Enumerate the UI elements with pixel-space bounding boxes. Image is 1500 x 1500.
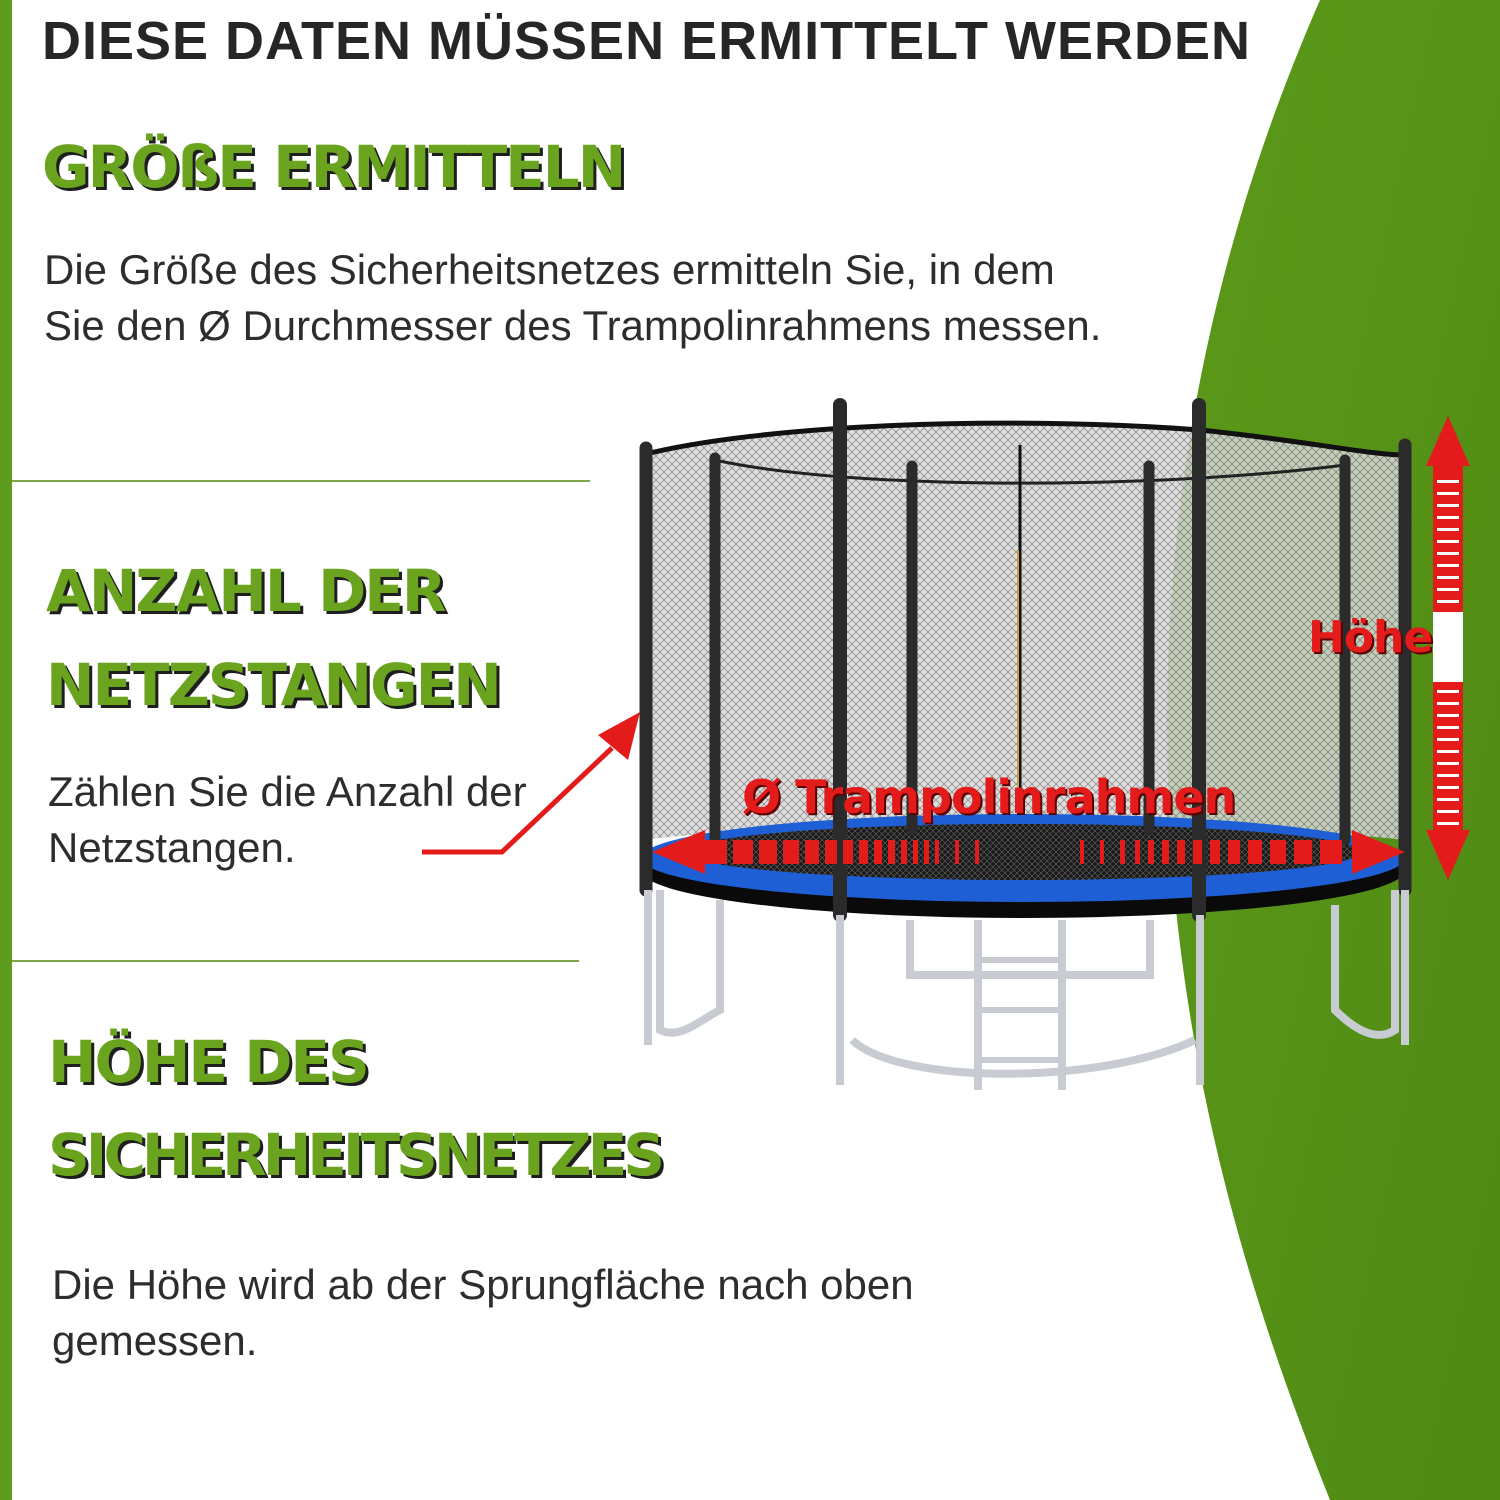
section-text-poles: Zählen Sie die Anzahl der Netzstangen. bbox=[48, 768, 527, 871]
section-heading-size: GRÖßE ERMITTELN bbox=[42, 133, 625, 201]
section-heading-poles-line2: NETZSTANGEN bbox=[46, 651, 500, 719]
section-heading-poles-line1: ANZAHL DER bbox=[46, 557, 445, 625]
section-divider bbox=[12, 960, 579, 962]
page-title: DIESE DATEN MÜSSEN ERMITTELT WERDEN bbox=[42, 11, 1252, 71]
trampoline-frame bbox=[641, 814, 1405, 918]
section-divider bbox=[12, 480, 590, 482]
height-label: Höhe bbox=[1308, 612, 1433, 663]
diameter-label: Ø Trampolinrahmen bbox=[742, 770, 1236, 824]
section-text-size: Die Größe des Sicherheitsnetzes ermitteln Sie, in dem Sie den Ø Durchmesser des Trampolinrahmens messen. bbox=[44, 246, 1102, 349]
section-heading-height-line2: SICHERHEITSNETZES bbox=[48, 1121, 661, 1189]
section-text-height: Die Höhe wird ab der Sprungfläche nach oben gemessen. bbox=[52, 1261, 914, 1364]
section-heading-height-line1: HÖHE DES bbox=[48, 1028, 368, 1096]
